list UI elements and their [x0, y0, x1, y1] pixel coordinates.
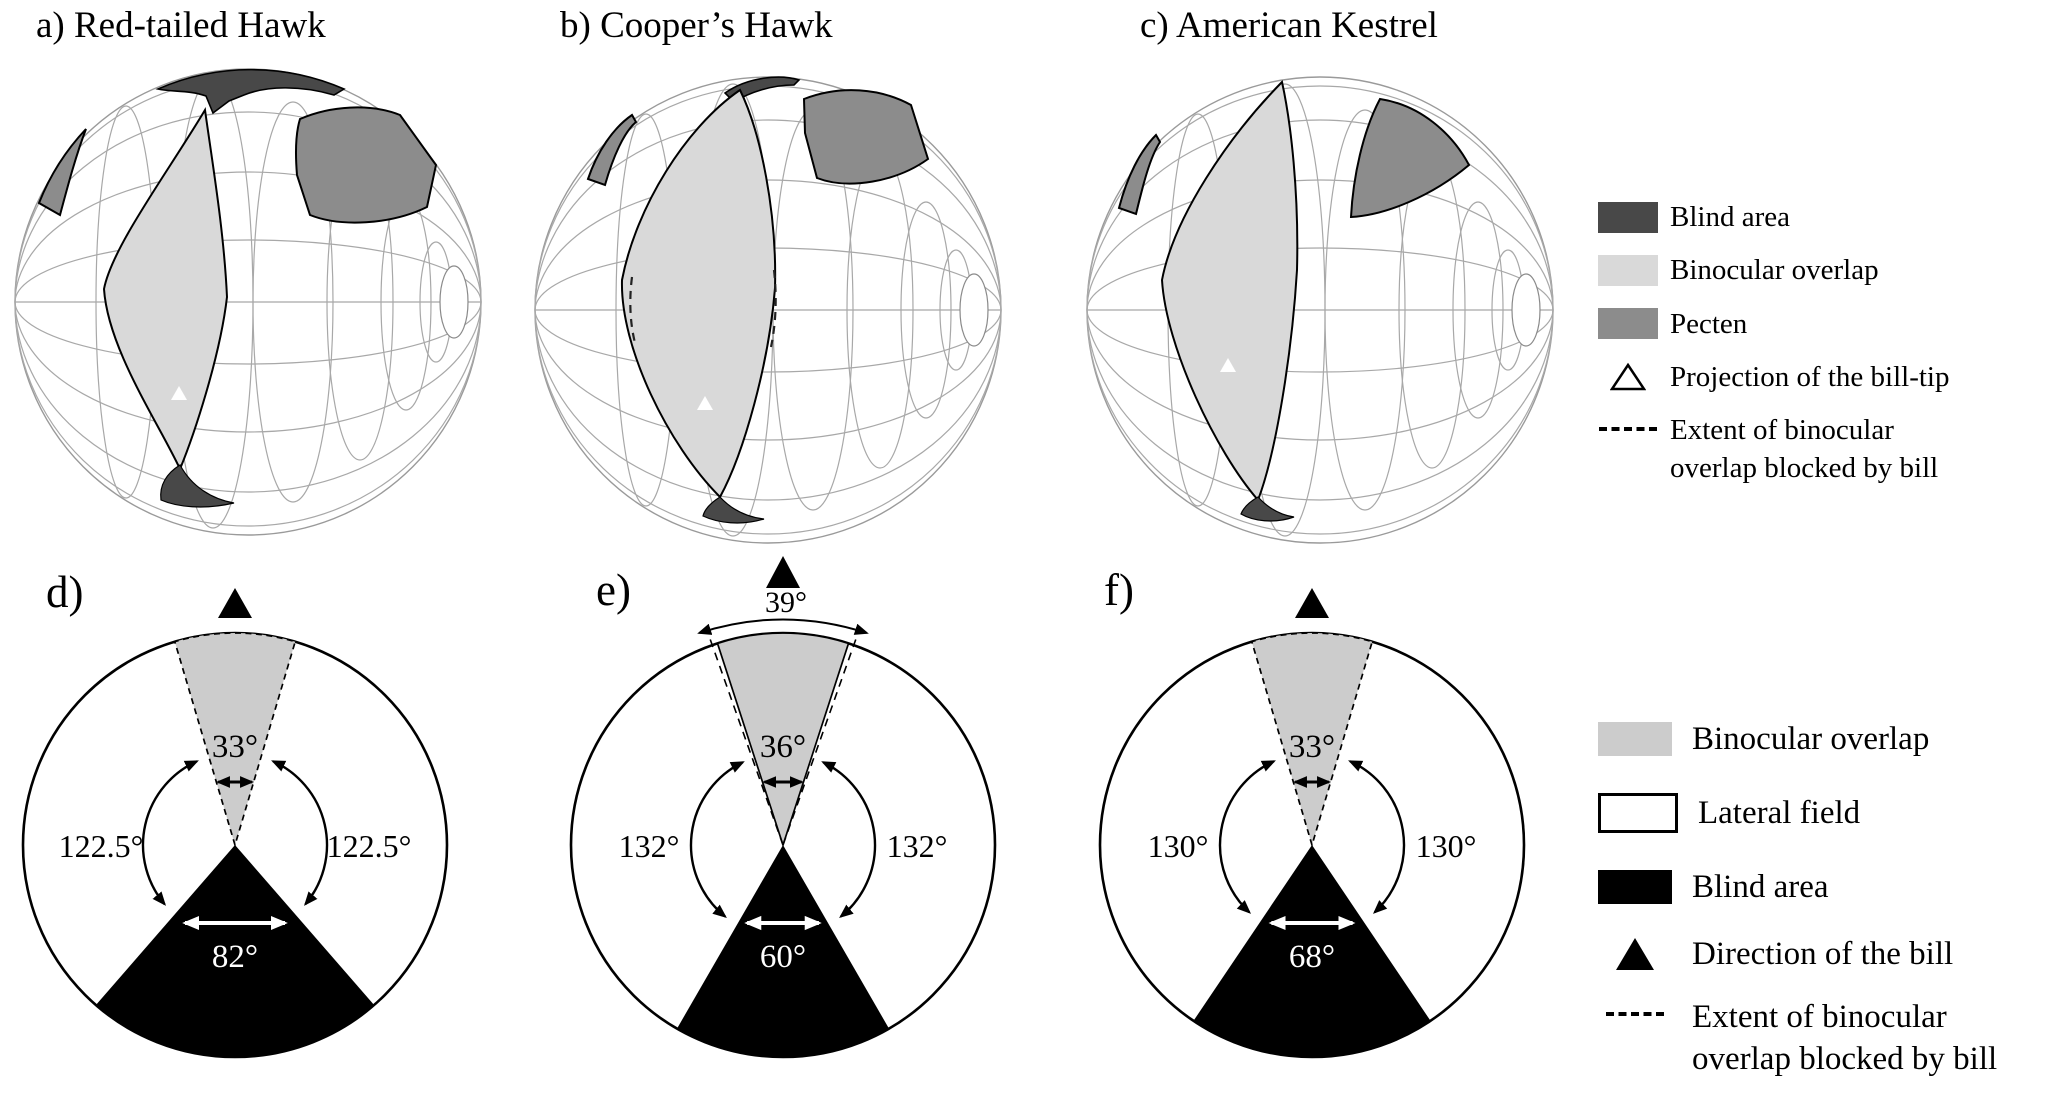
lateral-field-swatch-icon	[1598, 793, 1678, 833]
blind-area-swatch-icon	[1598, 870, 1672, 904]
legend-label: Extent of binocular overlap blocked by bill	[1670, 414, 1939, 485]
legend-item-blocked-extent	[1598, 996, 2066, 1082]
legend-item-binocular-overlap	[1598, 251, 2066, 289]
binocular-overlap-area	[622, 90, 775, 497]
visual-field-sphere-american-kestrel	[1080, 65, 1560, 557]
binocular-overlap-area	[104, 110, 227, 469]
legend-label: Projection of the bill-tip	[1670, 360, 1950, 393]
pecten-swatch-icon	[1598, 308, 1658, 339]
bill-direction-triangle	[766, 556, 800, 588]
blind-area-bottom	[1241, 497, 1294, 521]
legend-item-blind-area	[1598, 198, 2066, 236]
legend-item-pecten	[1598, 305, 2066, 343]
lateral-angle-right-label: 132°	[886, 828, 948, 864]
lateral-angle-left-label: 122.5°	[58, 828, 144, 864]
binocular-angle-label: 36°	[759, 729, 807, 765]
lateral-angle-left-label: 130°	[1147, 828, 1209, 864]
blind-area-bottom	[161, 465, 234, 507]
horizontal-section-red-tailed-hawk	[5, 550, 465, 1070]
lateral-angle-right-label: 130°	[1415, 828, 1477, 864]
legend-label: Blind area	[1692, 868, 1829, 905]
legend-sections	[1598, 718, 2066, 1094]
pecten-right	[296, 107, 436, 222]
legend-label: Lateral field	[1698, 794, 1861, 831]
bill-direction-triangle	[218, 588, 252, 618]
bill-direction-triangle	[1295, 588, 1329, 618]
legend-item-bill-tip	[1598, 358, 2066, 396]
horizontal-section-coopers-hawk	[553, 550, 1013, 1070]
triangle-outline-icon	[1598, 362, 1658, 392]
visual-field-sphere-red-tailed-hawk	[8, 57, 488, 549]
panel-letter-e: e)	[596, 565, 631, 615]
horizontal-section-american-kestrel	[1082, 550, 1542, 1070]
binocular-overlap-swatch-icon	[1598, 722, 1672, 756]
panel-letter-f: f)	[1104, 565, 1134, 615]
legend-label: Extent of binocular overlap blocked by bill	[1692, 998, 1998, 1078]
panel-title-a: a) Red-tailed Hawk	[36, 5, 326, 46]
legend-spheres	[1598, 198, 2066, 503]
blocked-extent-arrow	[699, 619, 866, 632]
legend-item-blocked-extent	[1598, 411, 2066, 488]
lateral-angle-right-label: 122.5°	[326, 828, 412, 864]
panel-letter-d: d)	[46, 567, 84, 617]
blind-angle-label: 60°	[759, 939, 807, 975]
binocular-angle-label: 33°	[1288, 729, 1336, 765]
pecten-left	[1119, 135, 1160, 214]
legend-label: Binocular overlap	[1670, 254, 1879, 287]
blind-area-top	[158, 70, 344, 113]
blind-area-swatch-icon	[1598, 202, 1658, 233]
legend-item-binocular-overlap	[1598, 718, 2066, 761]
blind-angle-label: 68°	[1288, 939, 1336, 975]
blind-angle-label: 82°	[211, 939, 259, 975]
visual-field-sphere-coopers-hawk	[528, 65, 1008, 557]
legend-label: Pecten	[1670, 307, 1748, 340]
lateral-angle-left-label: 132°	[618, 828, 680, 864]
legend-label: Binocular overlap	[1692, 721, 1930, 757]
dashed-line-icon	[1598, 996, 1672, 1016]
legend-label: Blind area	[1670, 201, 1790, 233]
legend-item-bill-direction	[1598, 933, 2066, 976]
binocular-overlap-swatch-icon	[1598, 255, 1658, 286]
panel-title-c: c) American Kestrel	[1140, 5, 1438, 46]
triangle-filled-icon	[1598, 938, 1672, 970]
blocked-extent-angle-label: 39°	[765, 586, 807, 619]
pecten-right	[804, 90, 928, 183]
legend-label: Direction of the bill	[1692, 935, 1954, 972]
panel-title-b: b) Cooper’s Hawk	[560, 5, 833, 46]
dashed-line-icon	[1598, 411, 1658, 431]
binocular-angle-label: 33°	[211, 729, 259, 765]
legend-item-blind-area	[1598, 866, 2066, 909]
legend-item-lateral-field	[1598, 792, 2066, 835]
